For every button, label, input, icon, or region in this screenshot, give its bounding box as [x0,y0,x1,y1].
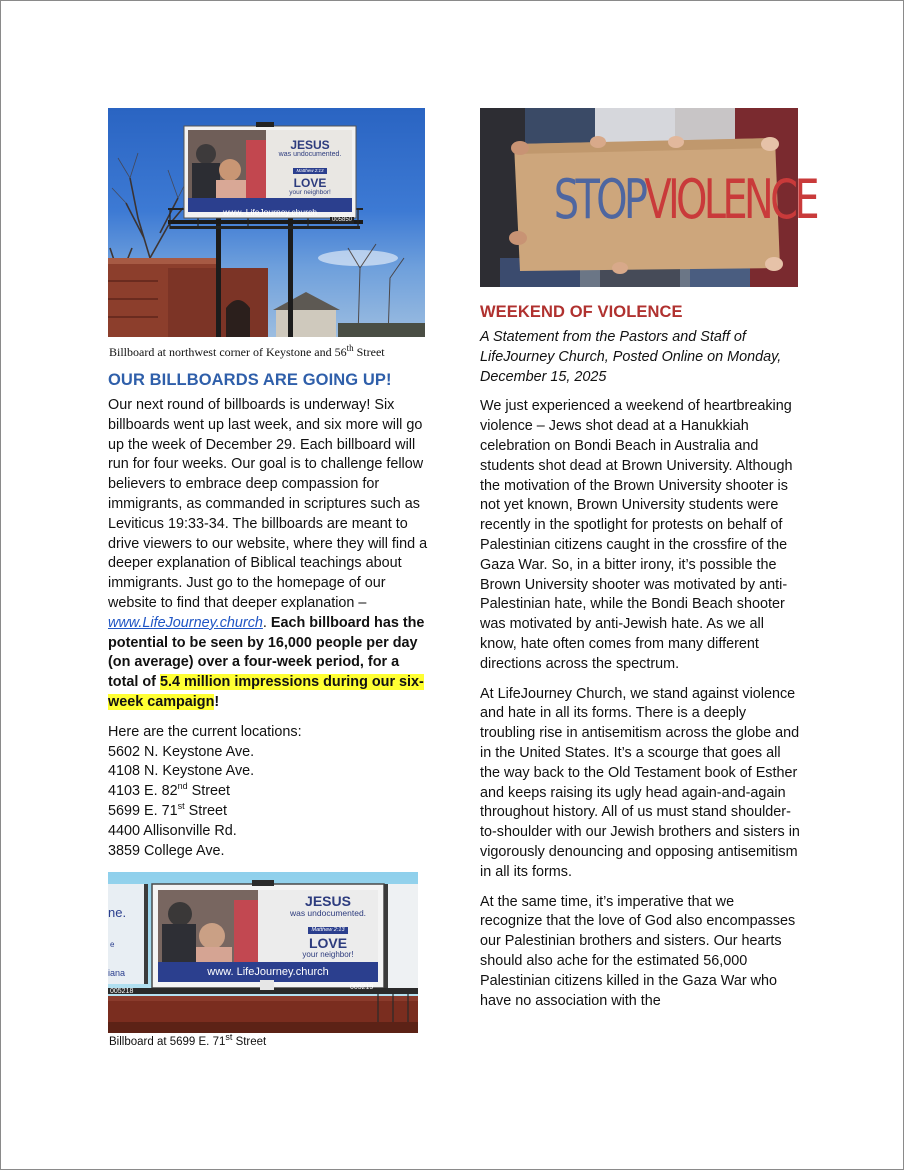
billboards-paragraph-text: Our next round of billboards is underway! Six billboards went up last week, and six more will go up the week of December 29. Each billboard will run for four weeks. Our goal is to challenge fellow believers to embrace deep compassion for immigrants, as commanded in scriptures such as Leviticus 19:33-34. The billboards are meant to drive viewers to our website, where they will find a deeper explanation of Biblical teachings about immigrants. Just go to the homepage of our website to find that deeper explanation – [108,397,428,611]
billboard1-verse: Matthew 2:13 [293,168,326,174]
billboard2-jesus: JESUS [305,893,351,909]
billboard1-url: www. LifeJourney.church [223,207,317,217]
billboard2-code-left: 005218 [110,988,134,995]
location-item: 4108 N. Keystone Ave. [108,763,255,780]
violence-heading: WEEKEND OF VIOLENCE [480,303,683,321]
billboard2-side-text-3: iana [108,968,126,978]
billboard1-caption: Billboard at northwest corner of Keystone and 56th Street [109,343,385,359]
location-item: 4400 Allisonville Rd. [108,822,237,839]
location-item: 3859 College Ave. [108,842,225,859]
violence-paragraph-3: At the same time, it’s imperative that we recognize that the love of God also encompasses our Palestinian brothers and sisters. Our hearts should also ache for the estimated 56,000 Palestinian citizens killed in the Gaza War who have no association with the [480,893,796,1009]
billboard1-love: LOVE [293,176,327,190]
billboard2-neighbor: your neighbor! [302,950,354,959]
billboard2-verse: Matthew 2:13 [308,927,347,934]
billboard2-side-text-1: ne. [108,905,127,920]
billboard1-undocumented: was undocumented. [278,151,342,158]
impressions-text: Each billboard has the potential to be seen by 16,000 people per day (on average) over a four-week period, for a total of [108,614,425,691]
location-item: 5602 N. Keystone Ave. [108,743,255,760]
sign-text-violence: VIOLENCE [644,168,816,231]
billboard-photo-71st [108,872,418,1033]
locations-list [108,743,428,862]
billboard2-side-text-2: e [110,940,115,949]
billboard2-url: www. LifeJourney.church [207,966,329,978]
impressions-highlight: 5.4 million impressions during our six-week campaign [108,674,424,710]
billboard1-jesus: JESUS [290,138,330,152]
location-item: 4103 E. 82nd Street [108,781,231,800]
impressions-end: ! [214,693,220,710]
billboard2-caption: Billboard at 5699 E. 71st Street [109,1032,267,1048]
billboard2-love: LOVE [308,935,348,951]
billboard1-neighbor: your neighbor! [289,189,331,196]
link-after: . [262,614,271,631]
billboard-photo-keystone [108,108,425,337]
locations-intro: Here are the current locations: [108,723,302,740]
stop-violence-photo [480,108,816,287]
location-item: 5699 E. 71st Street [108,801,228,819]
website-link[interactable]: www.LifeJourney.church [108,614,263,631]
billboard2-undocumented: was undocumented. [289,908,367,918]
billboards-article [108,396,428,861]
billboards-paragraph [108,396,428,713]
billboards-heading: OUR BILLBOARDS ARE GOING UP! [108,371,392,389]
violence-article [480,328,800,1011]
billboard-scene [108,108,425,337]
sign-text-stop: STOP [553,168,645,231]
violence-paragraph-1: We just experienced a weekend of heartbreaking violence – Jews shot dead at a Hanukkiah celebration on Bondi Beach in Australia and students shot dead at Brown University. Although the motivation of the Brown University shooter is not yet known, Brown University students were recently in the spotlight for protests on behalf of Palestinian citizens caught in the crossfire of the Gaza War. So, in a bitter irony, it’s possible the Brown University shooter was motivated by anti-Palestinian hate, while the Bondi Beach shooter was motivated by anti-Jewish hate. As we all know, hate often comes from many different directions across the spectrum. [480,398,793,672]
violence-paragraph-2: At LifeJourney Church, we stand against violence and hate in all its forms. There is a deeply troubling rise in antisemitism across the globe and in the United States. It’s a scourge that goes all the way back to the Old Testament book of Esther and keeps raising its ugly head again-and-again throughout history. All of us must stand shoulder-to-shoulder with our Jewish brothers and sisters in vigorously denouncing and opposing antisemitism in all its forms. [480,685,800,880]
violence-subheading: A Statement from the Pastors and Staff of LifeJourney Church, Posted Online on Monday, December 15, 2025 [480,329,782,385]
billboard1-code: 005850 [332,217,353,223]
sign-text [553,160,816,240]
billboard2-code-right: 005219 [350,984,374,991]
